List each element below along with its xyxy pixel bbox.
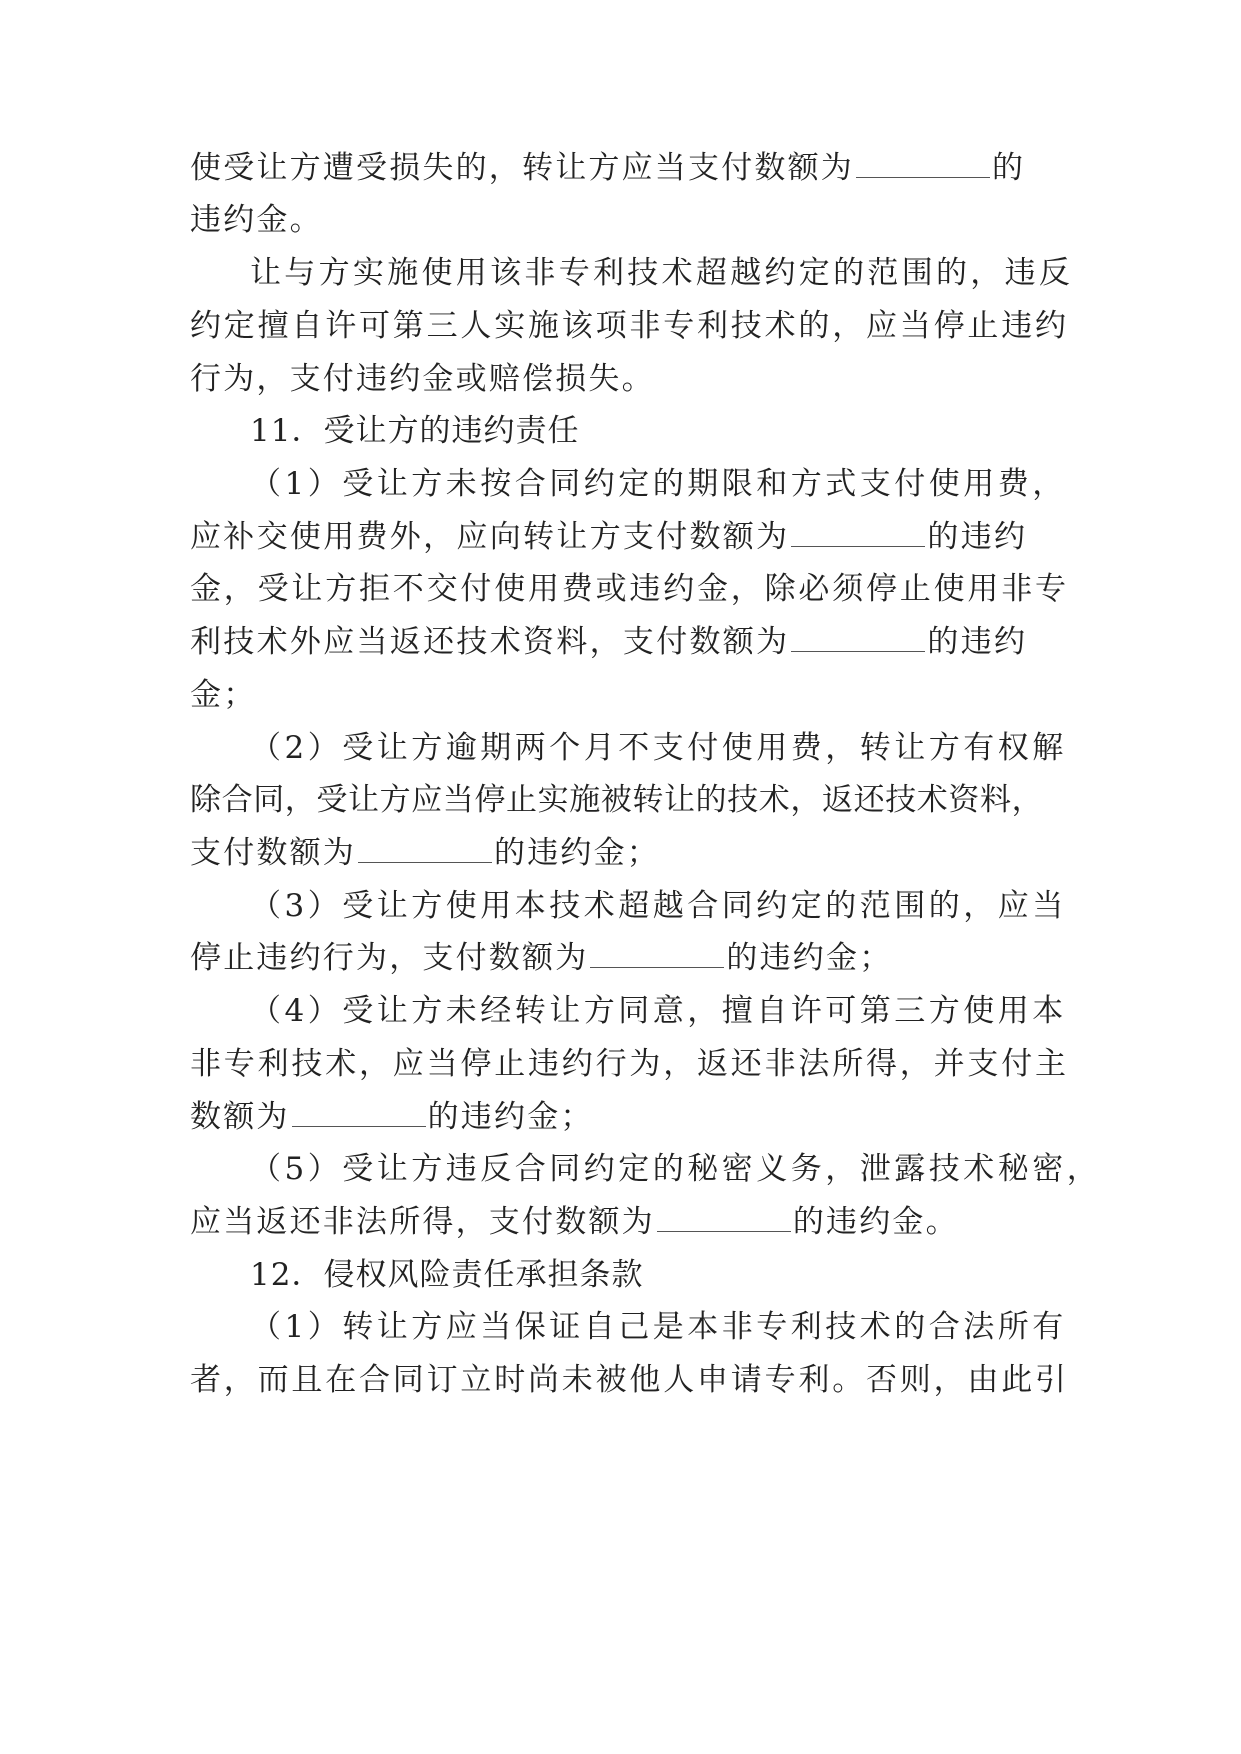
text-line <box>190 517 1027 557</box>
text-run: 的违约金。 <box>792 1204 959 1240</box>
text-line <box>190 1202 959 1242</box>
fill-in-blank <box>791 520 925 547</box>
text-line <box>250 253 1073 293</box>
text-line <box>190 148 1025 188</box>
text-line <box>190 569 1069 609</box>
text-run: （3）受让方使用本技术超越合同约定的范围的，应当 <box>250 888 1067 924</box>
fill-in-blank <box>856 151 990 178</box>
text-run: 约定擅自许可第三人实施该项非专利技术的，应当停止违约 <box>190 308 1069 344</box>
fill-in-blank <box>292 1100 426 1127</box>
text-run: 的违约金； <box>427 1099 594 1135</box>
text-line <box>190 1044 1069 1084</box>
fill-in-blank <box>590 941 724 968</box>
text-run: 使受让方遭受损失的，转让方应当支付数额为 <box>190 150 854 186</box>
text-line <box>250 1149 1101 1189</box>
text-line <box>190 833 660 873</box>
text-line <box>190 359 655 399</box>
text-run: 支付数额为 <box>190 835 356 871</box>
text-run: 行为，支付违约金或赔偿损失。 <box>190 361 655 397</box>
text-line <box>190 938 892 978</box>
text-run: 的违约 <box>927 519 1028 555</box>
text-run: 违约金。 <box>190 202 323 238</box>
fill-in-blank <box>791 625 925 652</box>
text-run: 让与方实施使用该非专利技术超越约定的范围的，违反 <box>250 255 1074 291</box>
text-line <box>250 991 1067 1031</box>
section-heading <box>250 411 579 451</box>
text-line <box>190 622 1027 662</box>
text-line <box>190 1097 594 1137</box>
text-line <box>190 1360 1069 1400</box>
text-line <box>250 464 1067 504</box>
text-run: （1）转让方应当保证自己是本非专利技术的合法所有 <box>250 1309 1067 1345</box>
text-line <box>250 886 1067 926</box>
text-run: 利技术外应当返还技术资料，支付数额为 <box>190 624 790 660</box>
text-line <box>190 780 1043 820</box>
text-run: （5）受让方违反合同约定的秘密义务，泄露技术秘密， <box>250 1151 1102 1187</box>
text-line <box>250 1307 1067 1347</box>
text-run: 非专利技术，应当停止违约行为，返还非法所得，并支付主 <box>190 1046 1069 1082</box>
text-run: 的违约 <box>927 624 1028 660</box>
text-line <box>250 728 1067 768</box>
text-run: （4）受让方未经转让方同意，擅自许可第三方使用本 <box>250 993 1067 1029</box>
text-run: 的违约金； <box>494 835 660 871</box>
text-run: 者，而且在合同订立时尚未被他人申请专利。否则，由此引 <box>190 1362 1069 1398</box>
text-run: （2）受让方逾期两个月不支付使用费，转让方有权解 <box>250 730 1067 766</box>
text-run: 11．受让方的违约责任 <box>250 413 580 449</box>
text-run: 金，受让方拒不交付使用费或违约金，除必须停止使用非专 <box>190 571 1069 607</box>
text-run: （1）受让方未按合同约定的期限和方式支付使用费， <box>250 466 1067 502</box>
fill-in-blank <box>657 1205 791 1232</box>
text-line <box>190 675 256 715</box>
text-run: 应补交使用费外，应向转让方支付数额为 <box>190 519 790 555</box>
text-run: 除合同，受让方应当停止实施被转让的技术，返还技术资料， <box>190 782 1044 818</box>
text-run: 应当返还非法所得，支付数额为 <box>190 1204 655 1240</box>
text-line <box>190 200 323 240</box>
text-run: 的 <box>992 150 1026 186</box>
text-run: 金； <box>190 677 257 713</box>
text-run: 停止违约行为，支付数额为 <box>190 940 589 976</box>
text-line <box>190 306 1069 346</box>
section-heading <box>250 1255 643 1295</box>
text-run: 12．侵权风险责任承担条款 <box>250 1257 644 1293</box>
fill-in-blank <box>358 836 492 863</box>
text-run: 的违约金； <box>726 940 893 976</box>
text-run: 数额为 <box>190 1099 290 1135</box>
